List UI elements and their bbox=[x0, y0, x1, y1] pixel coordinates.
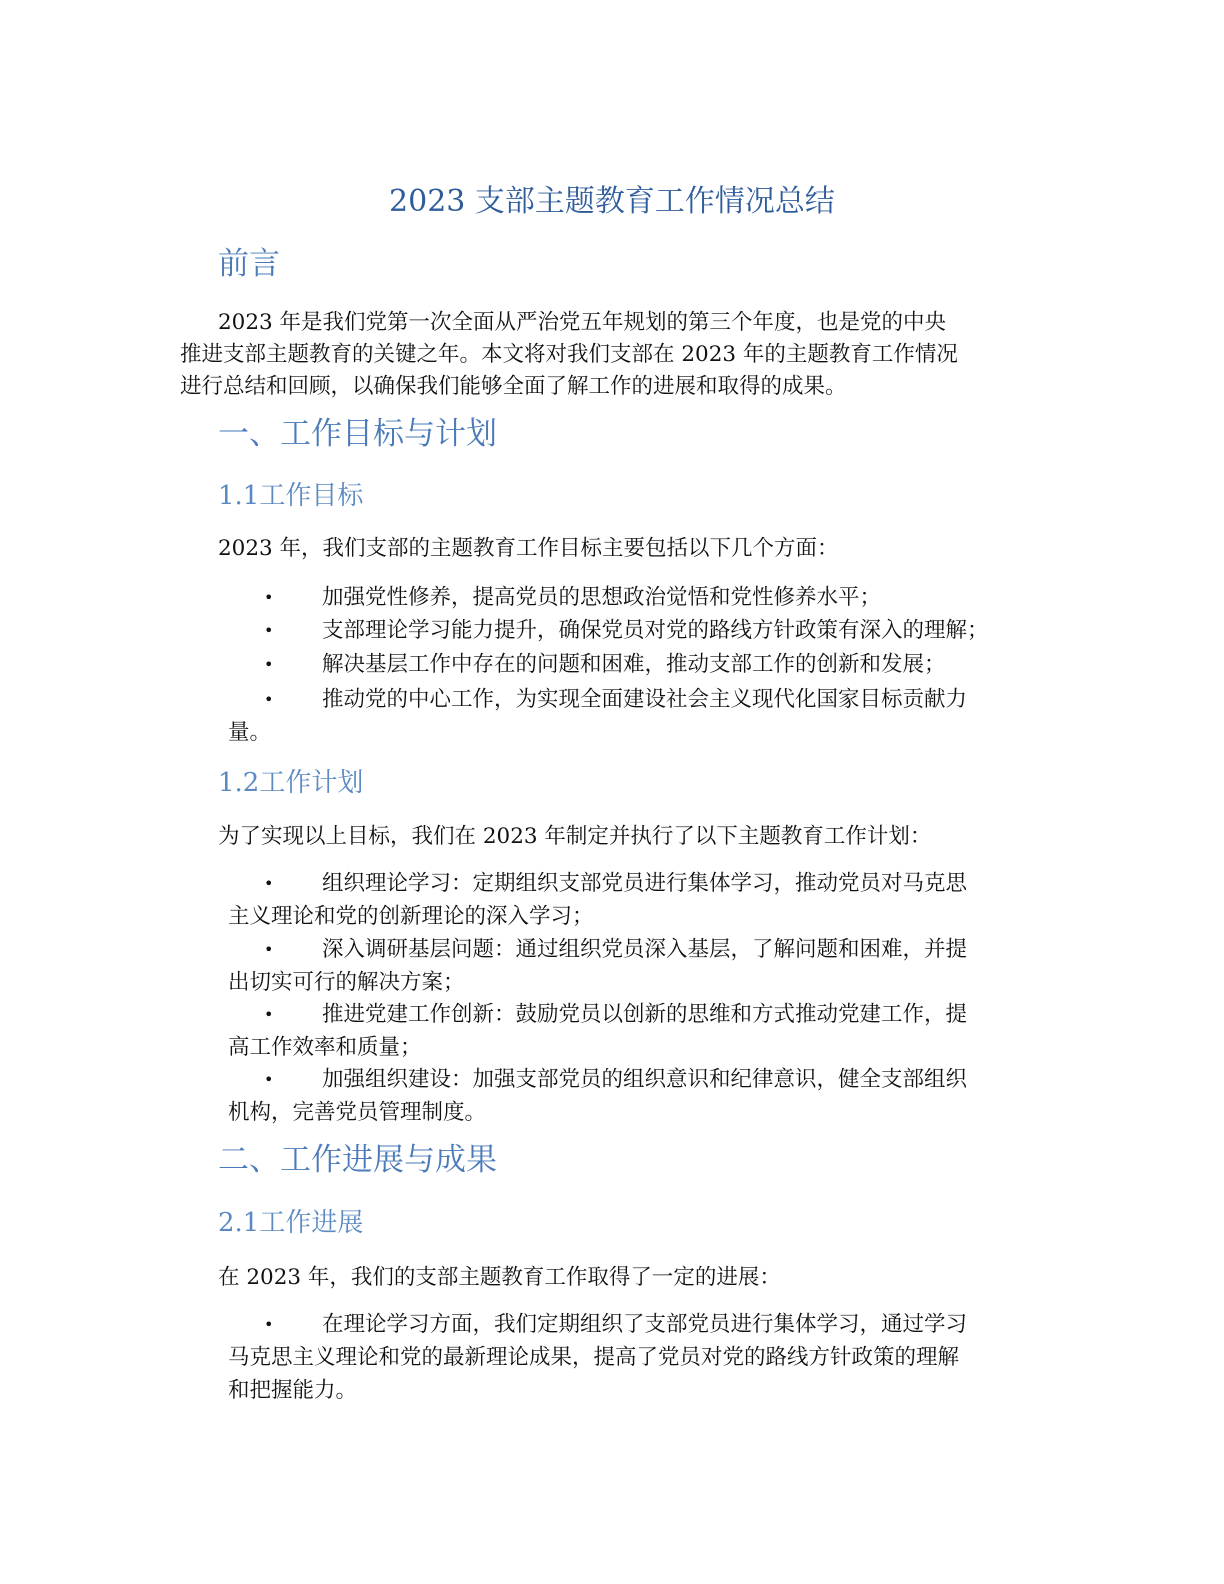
progress-item-1-line-1: 在理论学习方面，我们定期组织了支部党员进行集体学习，通过学习 bbox=[322, 1312, 968, 1337]
part2-heading: 二、工作进展与成果 bbox=[218, 1142, 497, 1178]
preface-heading: 前言 bbox=[218, 246, 280, 282]
plan-list-item bbox=[228, 867, 1048, 933]
plan-list-item bbox=[228, 998, 1048, 1064]
preface-line-3: 进行总结和回顾，以确保我们能够全面了解工作的进展和取得的成果。 bbox=[180, 374, 847, 399]
goals-list-item bbox=[228, 614, 1048, 647]
bullet-icon: • bbox=[264, 621, 274, 640]
goals-item-1-line-1: 加强党性修养，提高党员的思想政治觉悟和党性修养水平； bbox=[322, 585, 882, 610]
plan-list-item bbox=[228, 1063, 1048, 1129]
goals-list-item bbox=[228, 648, 1048, 681]
plan-intro: 为了实现以上目标，我们在 2023 年制定并执行了以下主题教育工作计划： bbox=[218, 824, 932, 849]
bullet-icon: • bbox=[264, 655, 274, 674]
bullet-icon: • bbox=[264, 940, 274, 959]
plan-item-2-line-1: 深入调研基层问题：通过组织党员深入基层，了解问题和困难，并提 bbox=[322, 937, 968, 962]
preface-paragraph bbox=[180, 307, 1040, 403]
progress-item-1-line-3: 和把握能力。 bbox=[228, 1378, 358, 1403]
goals-item-4-line-2: 量。 bbox=[228, 720, 272, 745]
bullet-icon: • bbox=[264, 588, 274, 607]
plan-item-1-line-2: 主义理论和党的创新理论的深入学习； bbox=[228, 904, 594, 929]
goals-list-item bbox=[228, 581, 1048, 614]
progress-heading: 2.1工作进展 bbox=[218, 1208, 364, 1238]
progress-intro: 在 2023 年，我们的支部主题教育工作取得了一定的进展： bbox=[218, 1265, 781, 1290]
plan-item-2-line-2: 出切实可行的解决方案； bbox=[228, 970, 465, 995]
bullet-icon: • bbox=[264, 874, 274, 893]
bullet-icon: • bbox=[264, 1070, 274, 1089]
plan-list-item bbox=[228, 933, 1048, 999]
goals-heading: 1.1工作目标 bbox=[218, 481, 364, 511]
plan-item-3-line-1: 推进党建工作创新：鼓励党员以创新的思维和方式推动党建工作，提 bbox=[322, 1002, 968, 1027]
preface-line-2: 推进支部主题教育的关键之年。本文将对我们支部在 2023 年的主题教育工作情况 bbox=[180, 342, 958, 367]
document-title: 2023 支部主题教育工作情况总结 bbox=[389, 184, 835, 219]
goals-intro: 2023 年，我们支部的主题教育工作目标主要包括以下几个方面： bbox=[218, 536, 839, 561]
bullet-icon: • bbox=[264, 1315, 274, 1334]
goals-item-2-line-1: 支部理论学习能力提升，确保党员对党的路线方针政策有深入的理解； bbox=[322, 618, 989, 643]
bullet-icon: • bbox=[264, 1005, 274, 1024]
progress-list-item bbox=[228, 1308, 1048, 1407]
part1-heading: 一、工作目标与计划 bbox=[218, 416, 497, 452]
goals-item-3-line-1: 解决基层工作中存在的问题和困难，推动支部工作的创新和发展； bbox=[322, 652, 946, 677]
plan-item-1-line-1: 组织理论学习：定期组织支部党员进行集体学习，推动党员对马克思 bbox=[322, 871, 968, 896]
plan-heading: 1.2工作计划 bbox=[218, 768, 364, 798]
plan-item-3-line-2: 高工作效率和质量； bbox=[228, 1035, 422, 1060]
preface-line-1: 2023 年是我们党第一次全面从严治党五年规划的第三个年度，也是党的中央 bbox=[218, 310, 947, 335]
plan-item-4-line-1: 加强组织建设：加强支部党员的组织意识和纪律意识，健全支部组织 bbox=[322, 1067, 968, 1092]
goals-item-4-line-1: 推动党的中心工作，为实现全面建设社会主义现代化国家目标贡献力 bbox=[322, 687, 968, 712]
progress-item-1-line-2: 马克思主义理论和党的最新理论成果，提高了党员对党的路线方针政策的理解 bbox=[228, 1345, 960, 1370]
bullet-icon: • bbox=[264, 690, 274, 709]
plan-item-4-line-2: 机构，完善党员管理制度。 bbox=[228, 1100, 487, 1125]
goals-list-item bbox=[228, 683, 1048, 749]
